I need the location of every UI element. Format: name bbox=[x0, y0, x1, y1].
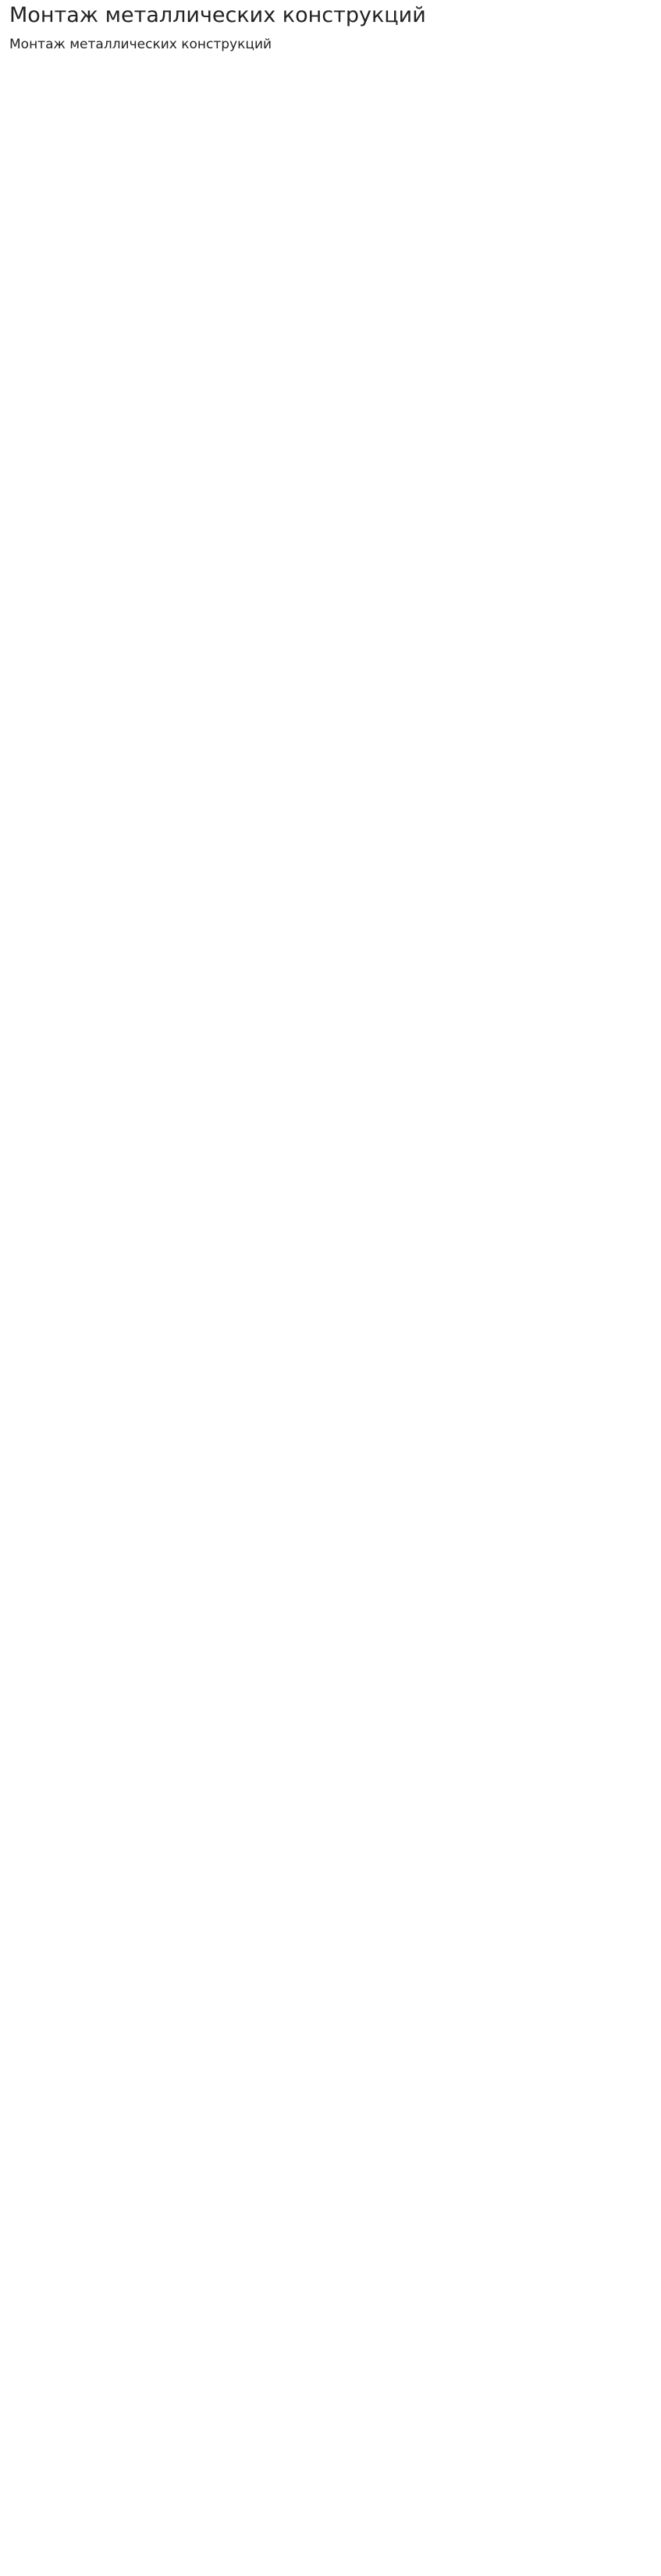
page-title: Монтаж металлических конструкций bbox=[9, 3, 426, 27]
article-subtitle: Монтаж металлических конструкций bbox=[9, 37, 272, 53]
article bbox=[0, 0, 661, 53]
